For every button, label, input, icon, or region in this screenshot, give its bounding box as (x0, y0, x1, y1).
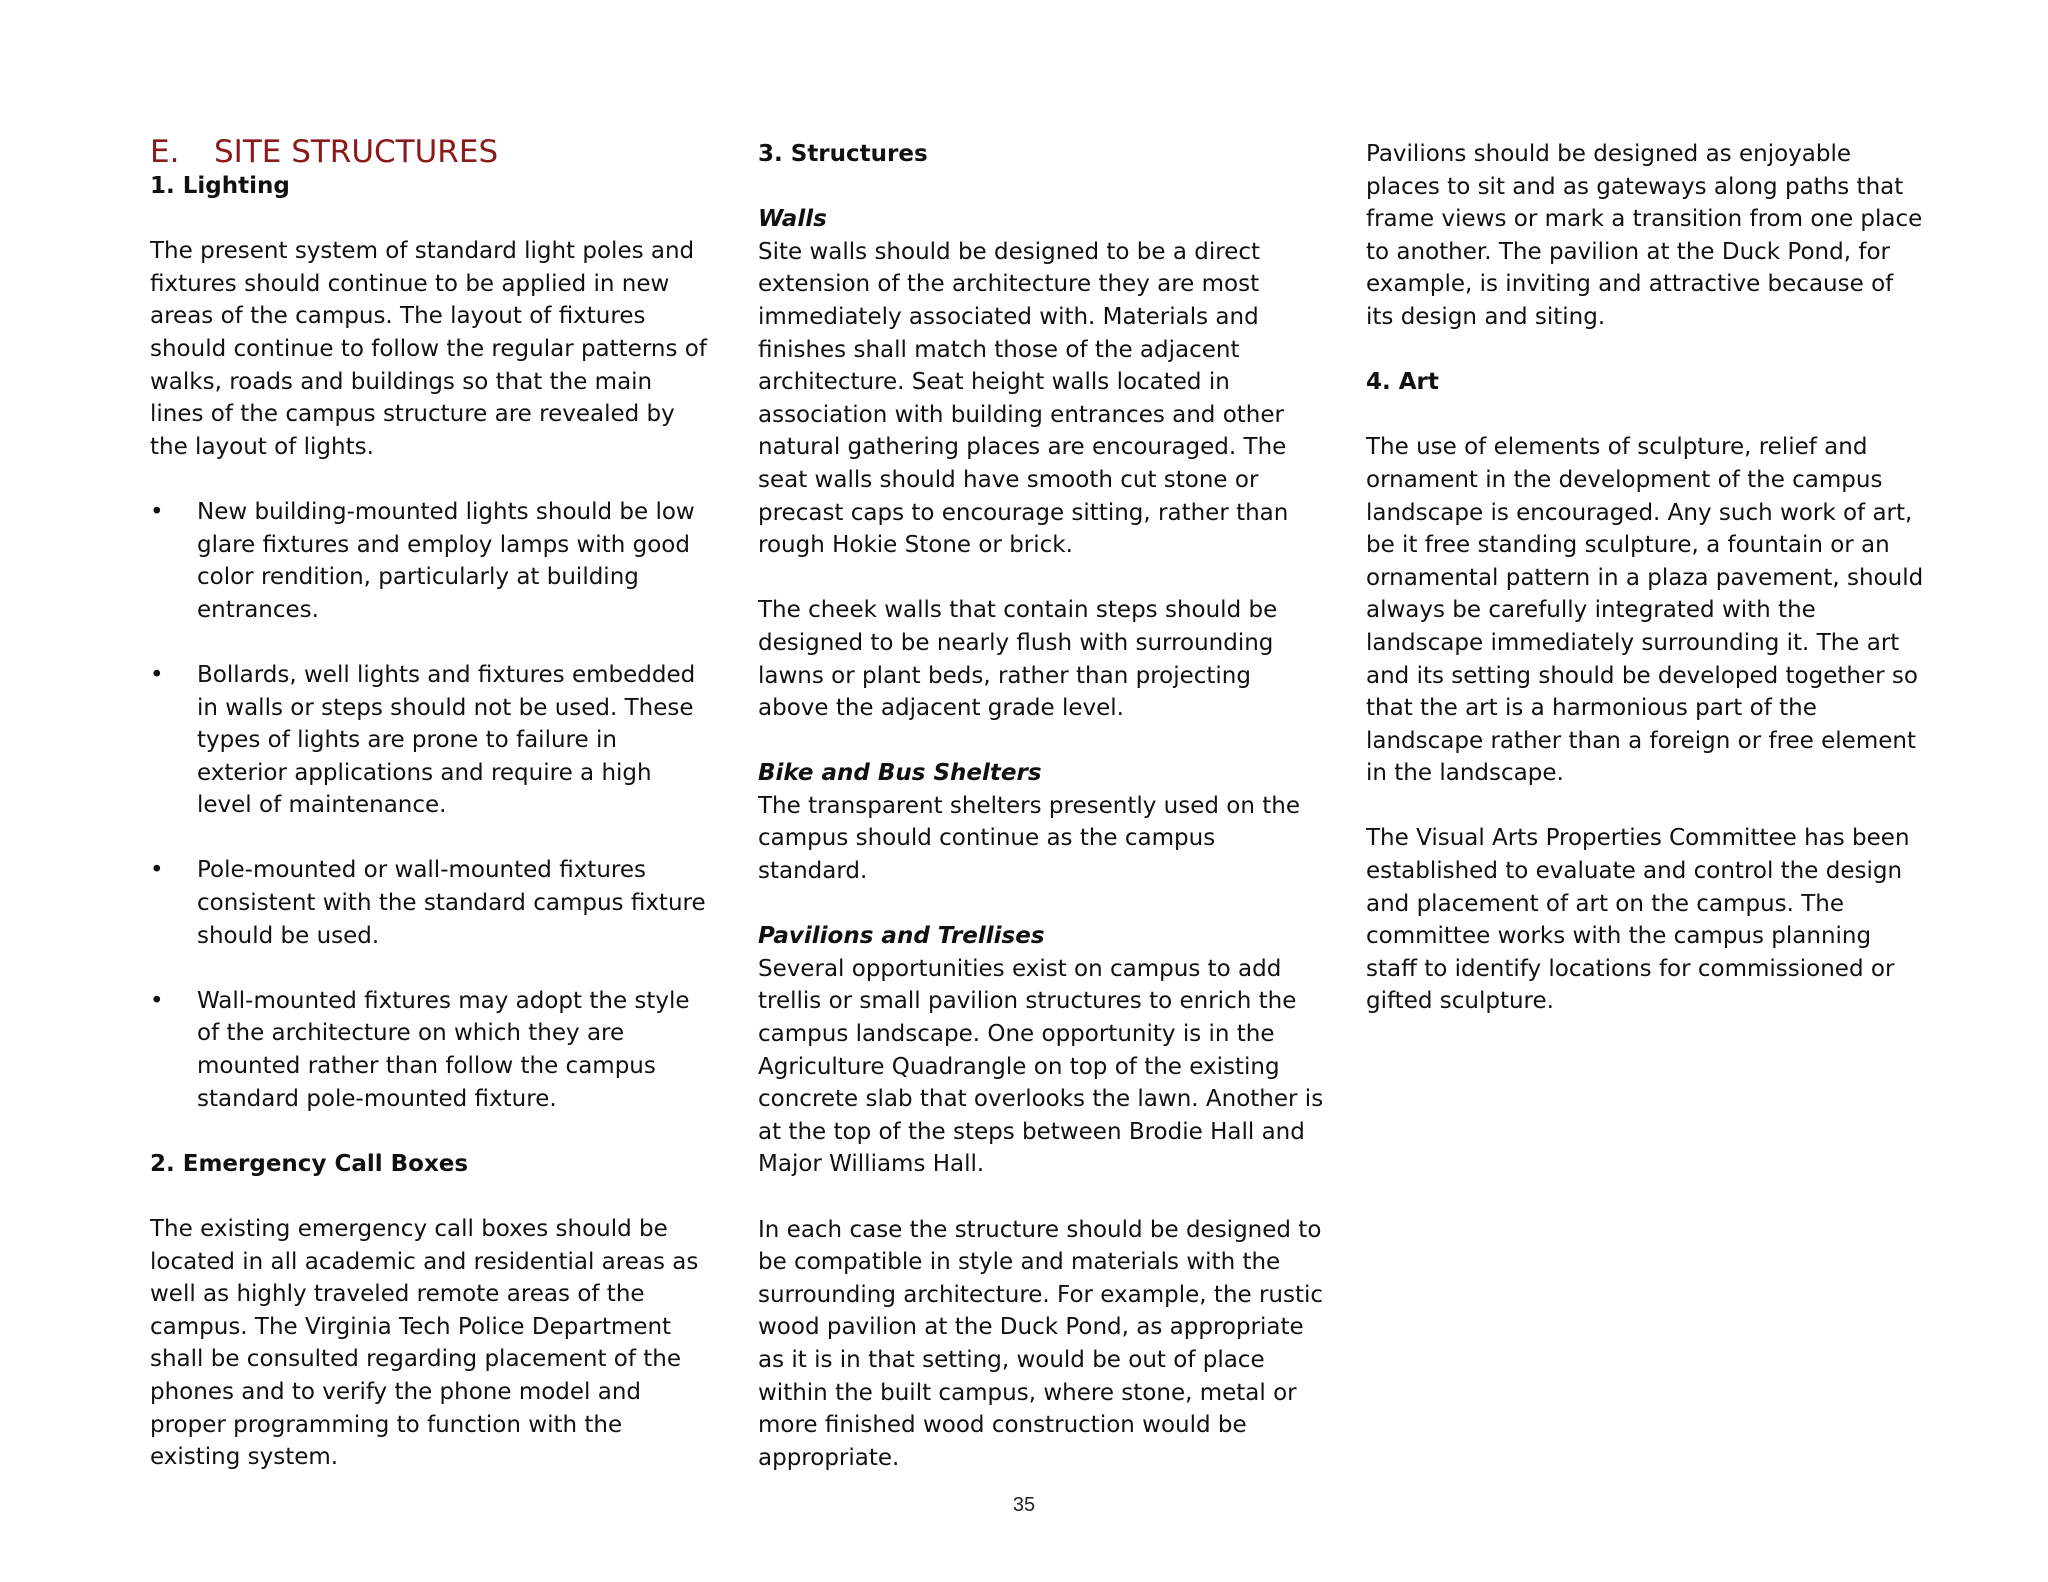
bullet-icon: • (150, 857, 164, 884)
structures-heading: 3. Structures (758, 141, 928, 167)
art-heading: 4. Art (1366, 369, 1439, 396)
art-paragraph-1: The use of elements of sculpture, relief and ornament in the development of the campus landscape is encouraged. Any such work of art, be it free standing sculpture, a fountain or an ornamental pattern in a plaza pavement, should always be carefully integrated with the landscape immediately surrounding it. The art and its setting should be developed together so that the art is a harmonious part of the landscape rather than a foreign or free element in the landscape. (1366, 434, 1924, 787)
column-middle (758, 138, 1328, 1474)
pavilions-paragraph-2: In each case the structure should be designed to be compatible in style and materials with the surrounding architecture. For example, the rustic wood pavilion at the Duck Pond, as appropriate as it is in that setting, would be out of place within the built campus, where stone, metal or more finished wood construction would be appropriate. (758, 1216, 1324, 1471)
section-title-text: SITE STRUCTURES (214, 134, 499, 170)
list-item: • Bollards, well lights and fixtures embedded in walls or steps should not be used. These types of lights are prone to failure in exterior applications and require a high level of maintenance. (150, 659, 710, 822)
section-letter: E. (150, 134, 180, 170)
section-title (150, 130, 710, 174)
bullet-icon: • (150, 987, 164, 1014)
walls-paragraph-2: The cheek walls that contain steps should be designed to be nearly flush with surrounding lawns or plant beds, rather than projecting above the adjacent grade level. (758, 597, 1278, 722)
page-number: 35 (1012, 1494, 1036, 1516)
lighting-heading: 1. Lighting (150, 173, 290, 199)
list-item: • Wall-mounted fixtures may adopt the style of the architecture on which they are mounted rather than follow the campus standard pole-mounted fixture. (150, 985, 710, 1115)
call-boxes-text: The existing emergency call boxes should be located in all academic and residential areas as well as highly traveled remote areas of the campus. The Virginia Tech Police Department shall be consulted regarding placement of the phones and to verify the phone model and proper programming to function with the existing system. (150, 1216, 699, 1471)
list-item: • Pole-mounted or wall-mounted fixtures consistent with the standard campus fixture should be used. (150, 854, 710, 952)
walls-subheading: Walls (758, 206, 827, 233)
list-item: • New building-mounted lights should be low glare fixtures and employ lamps with good color rendition, particularly at building entrances. (150, 496, 710, 626)
bullet-icon: • (150, 498, 164, 525)
art-paragraph-2: The Visual Arts Properties Committee has been established to evaluate and control the design and placement of art on the campus. The committee works with the campus planning staff to identify locations for commissioned or gifted sculpture. (1366, 825, 1910, 1015)
lighting-bullet-list (150, 496, 710, 1115)
column-right (1366, 138, 1926, 1018)
bullet-icon: • (150, 661, 164, 688)
shelters-paragraph: The transparent shelters presently used on the campus should continue as the campus standard. (758, 792, 1301, 885)
shelters-subheading: Bike and Bus Shelters (758, 760, 1042, 787)
pavilions-paragraph-3: Pavilions should be designed as enjoyable places to sit and as gateways along paths that frame views or mark a transition from one place to another. The pavilion at the Duck Pond, for example, is inviting and attractive because of its design and siting. (1366, 141, 1923, 330)
call-boxes-heading: 2. Emergency Call Boxes (150, 1150, 469, 1177)
pavilions-subheading: Pavilions and Trellises (758, 923, 1045, 950)
pavilions-paragraph-1: Several opportunities exist on campus to add trellis or small pavilion structures to enrich the campus landscape. One opportunity is in the Agriculture Quadrangle on top of the existing concrete slab that overlooks the lawn. Another is at the top of the steps between Brodie Hall and Major Williams Hall. (758, 955, 1324, 1178)
column-left (150, 134, 710, 1474)
walls-paragraph-1: Site walls should be designed to be a direct extension of the architecture they are most immediately associated with. Materials and finishes shall match those of the adjacent architecture. Seat height walls located in association with building entrances and other natural gathering places are encouraged. The seat walls should have smooth cut stone or precast caps to encourage sitting, rather than rough Hokie Stone or brick. (758, 238, 1289, 559)
lighting-intro: The present system of standard light poles and fixtures should continue to be applied in new areas of the campus. The layout of fixtures should continue to follow the regular patterns of walks, roads and buildings so that the main lines of the campus structure are revealed by the layout of lights. (150, 238, 707, 460)
